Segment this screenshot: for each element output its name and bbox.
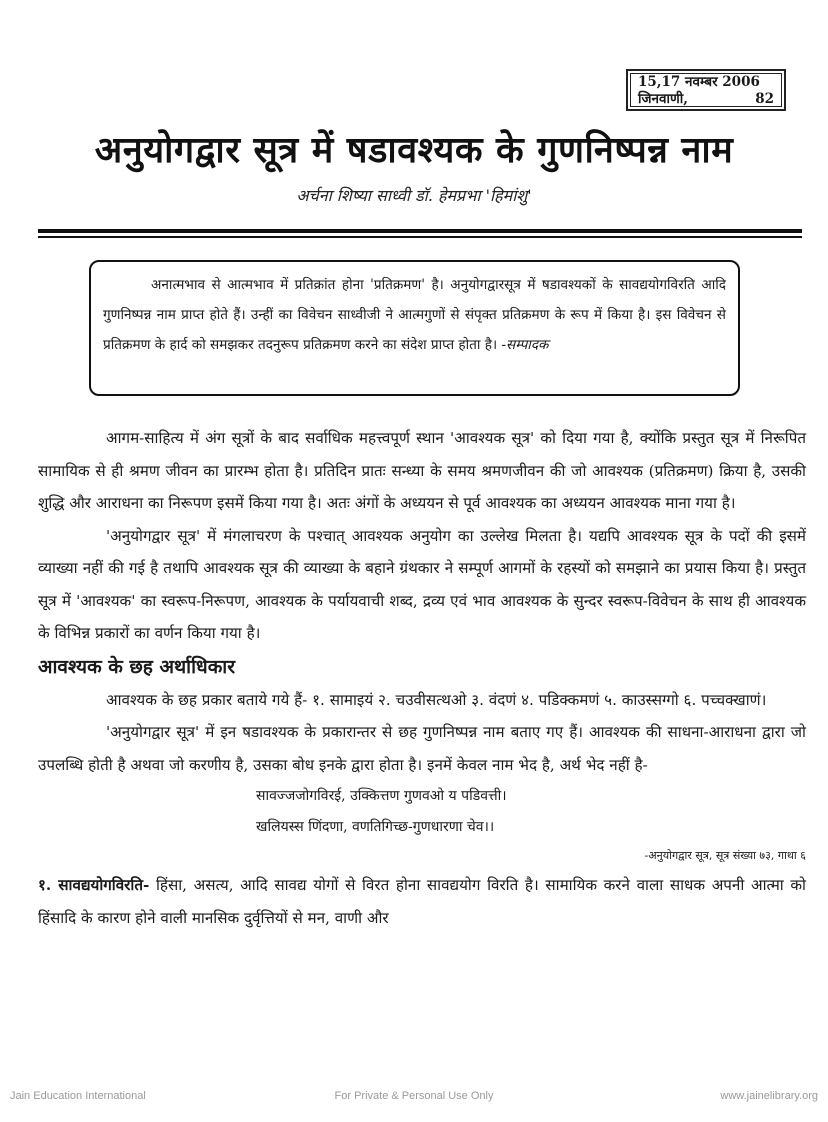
article-title: अनुयोगद्वार सूत्र में षडावश्यक के गुणनिष्पन्न नाम: [94, 130, 734, 171]
footer-website: www.jainelibrary.org: [720, 1090, 818, 1102]
paragraph-2: 'अनुयोगद्वार सूत्र' में मंगलाचरण के पश्चात् आवश्यक अनुयोग का उल्लेख मिलता है। यद्यपि आवश्यक सूत्र के पदों की इसमें व्याख्या नहीं की गई है तथापि आवश्यक सूत्र की व्याख्या के बहाने ग्रंथकार ने सम्पूर्ण आगमों के रहस्यों को समझाने का प्रयास किया है। प्रस्तुत सूत्र में 'आवश्यक' का स्वरूप-निरूपण, आवश्यक के पर्यायवाची शब्द, द्रव्य एवं भाव आवश्यक के सुन्दर स्वरूप-विवेचन के साथ ही आवश्यक के विभिन्न प्रकारों का वर्णन किया गया है।: [38, 526, 806, 642]
title-divider-thin: [38, 236, 802, 238]
verse-line-2: खलियस्स णिंदणा, वणतिगिच्छ-गुणधारणा चेव।।: [256, 819, 495, 835]
editor-note-box: [89, 260, 740, 396]
footer-publisher: Jain Education International: [10, 1090, 146, 1102]
article-author: अर्चना शिष्या साध्वी डॉ. हेमप्रभा 'हिमांशु': [296, 186, 532, 205]
paragraph-4: 'अनुयोगद्वार सूत्र' में इन षडावश्यक के प्रकारान्तर से छह गुणनिष्पन्न नाम बताए गए हैं। आवश्यक की साधना-आराधना द्वारा जो उपलब्धि होती है अथवा जो करणीय है, उसका बोध इनके द्वारा होता है। इनमें केवल नाम भेद है, अर्थ भेद नहीं है-: [38, 723, 806, 774]
issue-info-box: [626, 69, 786, 111]
paragraph-1: आगम-साहित्य में अंग सूत्रों के बाद सर्वाधिक महत्त्वपूर्ण स्थान 'आवश्यक सूत्र' को दिया गया है, क्योंकि प्रस्तुत सूत्र में निरूपित सामायिक से ही श्रमण जीवन का प्रारम्भ होता है। प्रतिदिन प्रातः सन्ध्या के समय श्रमणजीवन की जो आवश्यक (प्रतिक्रमण) क्रिया है, उसकी शुद्धि और आराधना का निरूपण इसमें किया गया है। अतः अंगों के अध्ययन से पूर्व आवश्यक का अध्ययन आवश्यक माना गया है।: [38, 429, 806, 512]
publication-name: जिनवाणी,: [638, 91, 688, 107]
paragraph-5: [38, 869, 806, 934]
verse-block: [38, 781, 806, 843]
term-savadya-yoga-virati: १. सावद्ययोगविरति-: [38, 876, 150, 894]
title-divider-thick: [38, 229, 802, 233]
verse-line-1: सावज्जजोगविरई, उक्कित्तण गुणवओ य पडिवत्ती।: [256, 788, 507, 804]
page-footer: [10, 1090, 818, 1106]
issue-date: 15,17 नवम्बर 2006: [638, 74, 760, 90]
paragraph-3: आवश्यक के छह प्रकार बताये गये हैं- १. सामाइयं २. चउवीसत्थओ ३. वंदणं ४. पडिक्कमणं ५. काउस्सग्गो ६. पच्चक्खाणं।: [106, 690, 767, 709]
verse-citation: -अनुयोगद्वार सूत्र, सूत्र संख्या ७३, गाथा ६: [644, 849, 806, 862]
paragraph-5-text: हिंसा, असत्य, आदि सावद्य योगों से विरत होना सावद्ययोग विरति है। सामायिक करने वाला साधक अपनी आत्मा को हिंसादि के कारण होने वाली मानसिक दुर्वृत्तियों से मन, वाणी और: [38, 876, 806, 927]
article-body: [38, 422, 806, 934]
section-heading: आवश्यक के छह अर्थाधिकार: [38, 655, 235, 678]
editor-signature: -सम्पादक: [501, 337, 549, 353]
footer-usage-note: For Private & Personal Use Only: [334, 1090, 494, 1102]
page-number: 82: [755, 91, 774, 107]
editor-note-text: अनात्मभाव से आत्मभाव में प्रतिक्रांत होना 'प्रतिक्रमण' है। अनुयोगद्वारसूत्र में षडावश्यकों के सावद्ययोगविरति आदि गुणनिष्पन्न नाम प्राप्त होते हैं। उन्हीं का विवेचन साध्वीजी ने आत्मगुणों से संपृक्त प्रतिक्रमण के रूप में किया है। इस विवेचन से प्रतिक्रमण के हार्द को समझकर तदनुरूप प्रतिक्रमण करने का संदेश प्राप्त होता है।: [103, 277, 726, 353]
